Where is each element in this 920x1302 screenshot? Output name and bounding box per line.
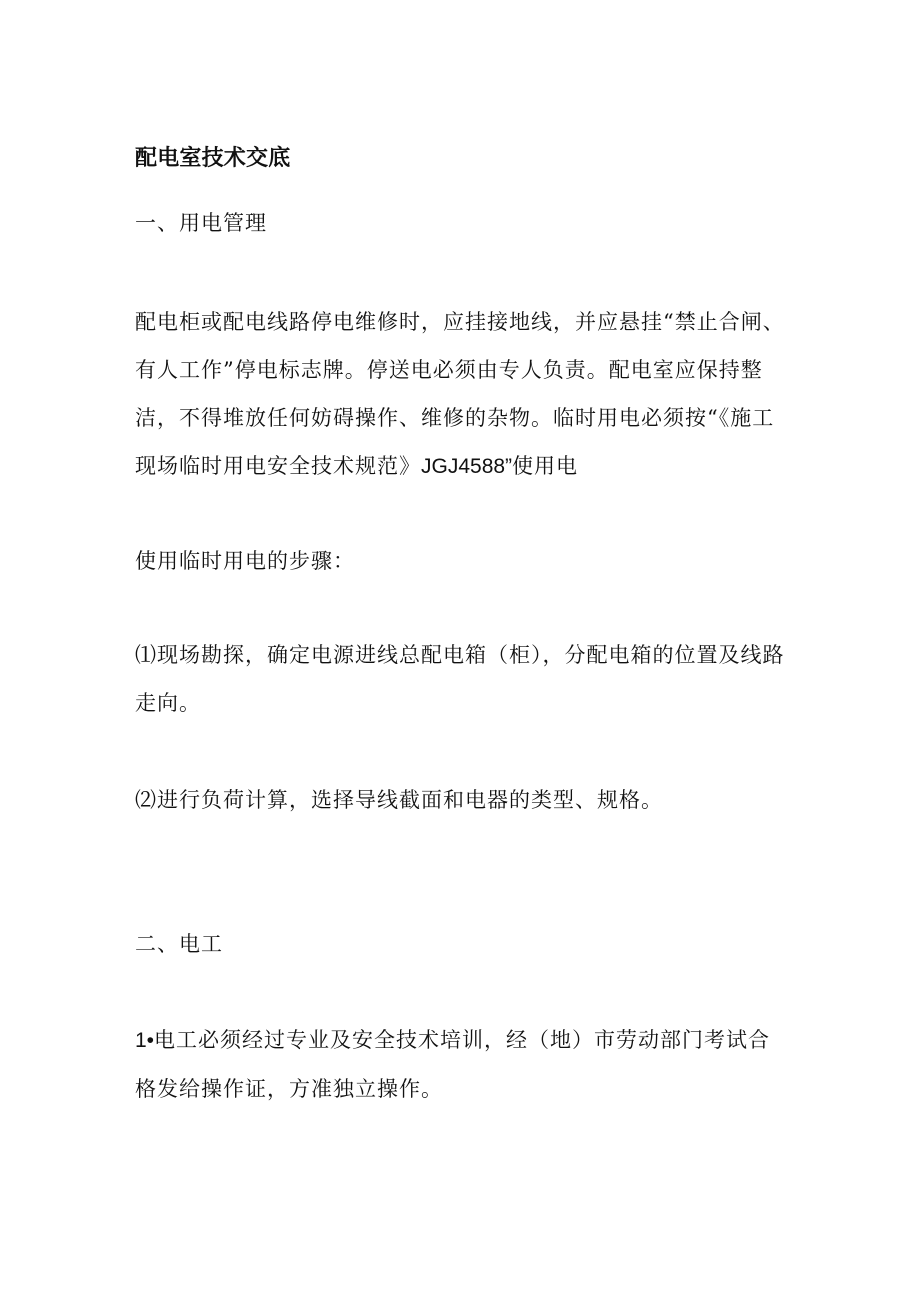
step-one: ⑴现场勘探，确定电源进线总配电箱（柜），分配电箱的位置及线路走向。	[135, 643, 785, 715]
step-two: ⑵进行负荷计算，选择导线截面和电器的类型、规格。	[135, 788, 663, 812]
paragraph-text: 配电柜或配电线路停电维修时，应挂接地线，并应悬挂“禁止合闸、有人工作”停电标志牌。停送电必须由专人负责。配电室应保持整洁，不得堆放任何妨碍操作、维修的杂物。临时用电必须按“《施工现场临时用电安全技术规范》	[135, 310, 785, 478]
list-number: 1•	[135, 1029, 155, 1052]
electrician-rule-text: 电工必须经过专业及安全技术培训，经（地）市劳动部门考试合格发给操作证，方准独立操作。	[135, 1028, 771, 1101]
section-heading-power-management: 一、用电管理	[135, 211, 267, 235]
standard-code: JGJ4588”	[421, 455, 513, 478]
steps-intro: 使用临时用电的步骤：	[135, 549, 355, 573]
electrician-rule-one	[135, 1016, 785, 1113]
document-title: 配电室技术交底	[135, 145, 291, 171]
section-heading-electrician: 二、电工	[135, 932, 223, 956]
power-management-paragraph	[135, 298, 785, 491]
paragraph-text-end: 使用电	[512, 454, 579, 478]
